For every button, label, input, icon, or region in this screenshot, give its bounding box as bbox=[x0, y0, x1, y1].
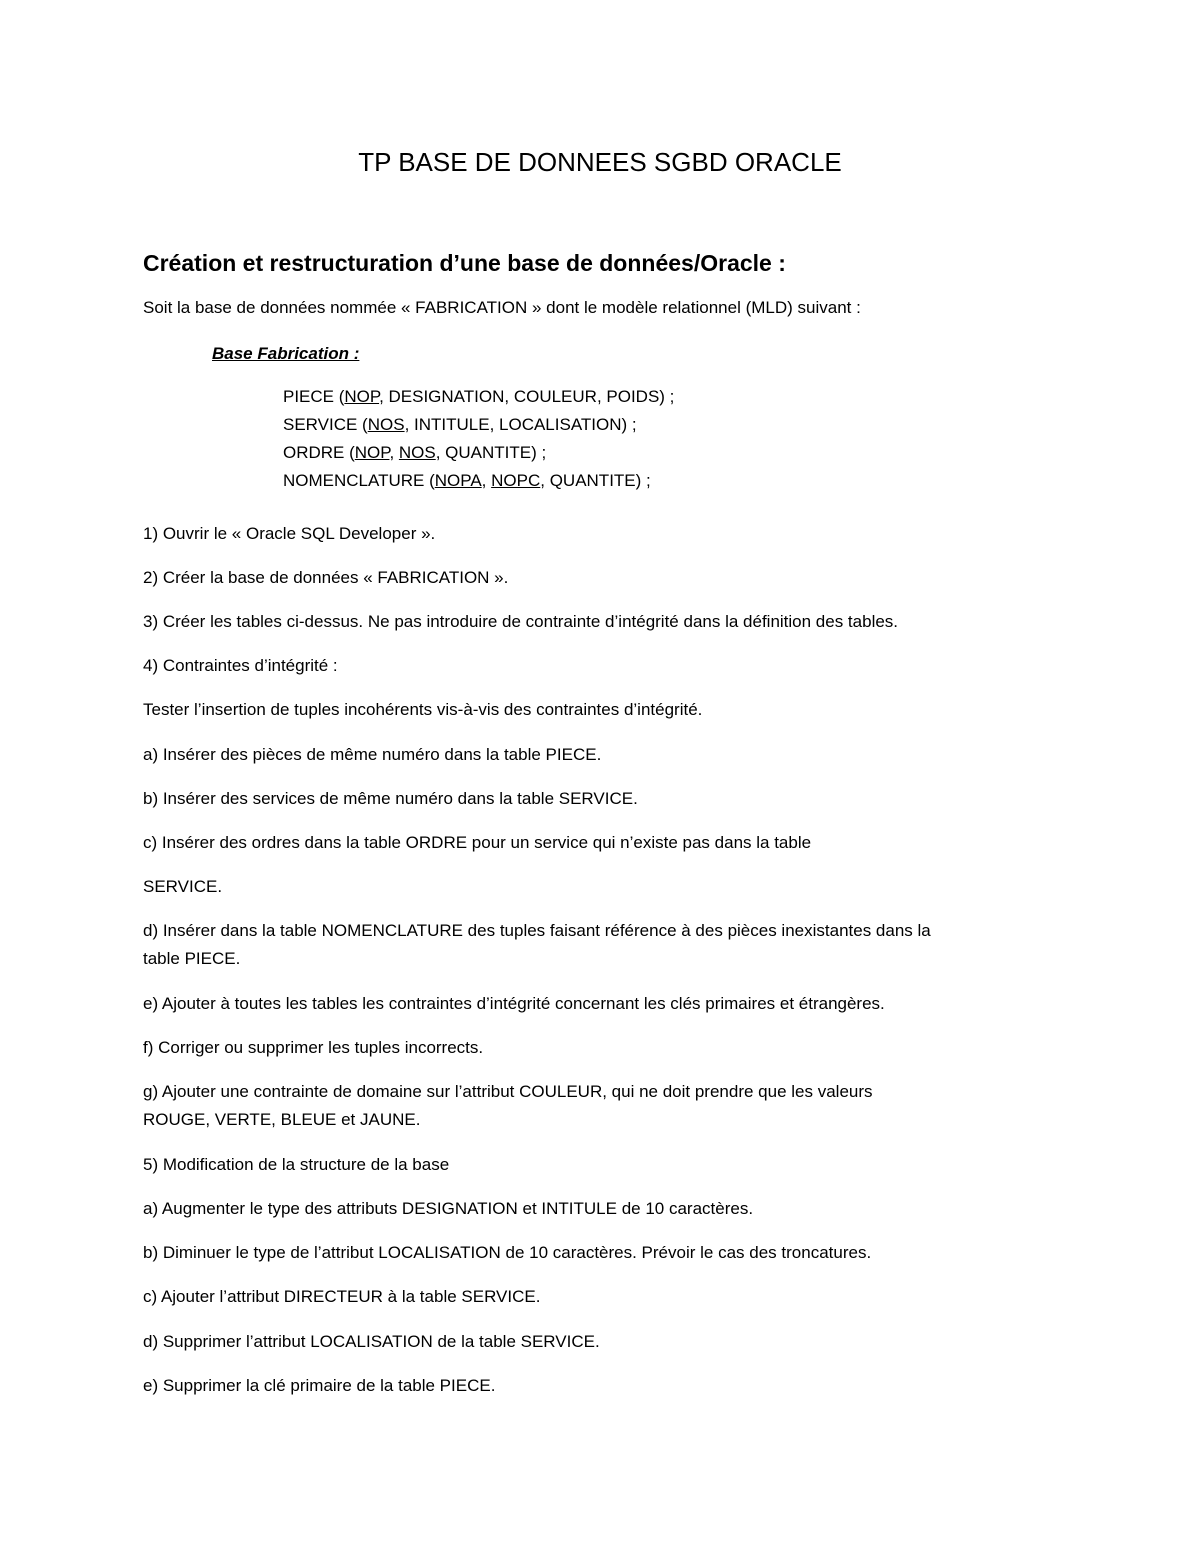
schema-attributes: , QUANTITE) ; bbox=[540, 471, 651, 490]
instruction-line: 4) Contraintes d’intégrité : bbox=[143, 656, 338, 675]
schema-line-ordre bbox=[283, 439, 546, 467]
intro-paragraph: Soit la base de données nommée « FABRICATION » dont le modèle relationnel (MLD) suivant : bbox=[143, 298, 861, 317]
instruction-line: ROUGE, VERTE, BLEUE et JAUNE. bbox=[143, 1110, 421, 1129]
primary-key: NOP bbox=[344, 387, 380, 406]
instruction-line: f) Corriger ou supprimer les tuples incorrects. bbox=[143, 1038, 484, 1057]
instruction-line: b) Diminuer le type de l’attribut LOCALISATION de 10 caractères. Prévoir le cas des troncatures. bbox=[143, 1243, 872, 1262]
instruction-line: table PIECE. bbox=[143, 949, 241, 968]
instruction-line: d) Insérer dans la table NOMENCLATURE des tuples faisant référence à des pièces inexistantes dans la bbox=[143, 921, 931, 940]
schema-line-nomenclature bbox=[283, 467, 651, 495]
instruction-line: 2) Créer la base de données « FABRICATION ». bbox=[143, 568, 509, 587]
base-label: Base Fabrication : bbox=[212, 344, 360, 363]
instruction-line: 1) Ouvrir le « Oracle SQL Developer ». bbox=[143, 524, 436, 543]
instruction-line: 5) Modification de la structure de la base bbox=[143, 1155, 450, 1174]
instruction-line: c) Ajouter l’attribut DIRECTEUR à la table SERVICE. bbox=[143, 1287, 541, 1306]
primary-key: NOPA bbox=[434, 471, 482, 490]
schema-separator: , bbox=[481, 471, 492, 490]
instruction-line: a) Insérer des pièces de même numéro dans la table PIECE. bbox=[143, 745, 602, 764]
page-title: TP BASE DE DONNEES SGBD ORACLE bbox=[358, 147, 842, 177]
schema-attributes: , DESIGNATION, COULEUR, POIDS) ; bbox=[379, 387, 675, 406]
schema-line-service bbox=[283, 411, 637, 439]
schema-table-name: NOMENCLATURE ( bbox=[283, 471, 435, 490]
primary-key: NOP bbox=[354, 443, 390, 462]
instruction-line: e) Supprimer la clé primaire de la table PIECE. bbox=[143, 1376, 496, 1395]
instruction-line: Tester l’insertion de tuples incohérents vis-à-vis des contraintes d’intégrité. bbox=[143, 700, 703, 719]
instruction-line: b) Insérer des services de même numéro dans la table SERVICE. bbox=[143, 789, 638, 808]
instruction-line: 3) Créer les tables ci-dessus. Ne pas introduire de contrainte d’intégrité dans la définition des tables. bbox=[143, 612, 899, 631]
instruction-line: e) Ajouter à toutes les tables les contraintes d’intégrité concernant les clés primaires et étrangères. bbox=[143, 994, 885, 1013]
section-heading: Création et restructuration d’une base de données/Oracle : bbox=[143, 250, 786, 276]
schema-attributes: , QUANTITE) ; bbox=[435, 443, 547, 462]
primary-key: NOS bbox=[398, 443, 436, 462]
instruction-line: c) Insérer des ordres dans la table ORDRE pour un service qui n’existe pas dans la table bbox=[143, 833, 812, 852]
instruction-line: a) Augmenter le type des attributs DESIGNATION et INTITULE de 10 caractères. bbox=[143, 1199, 754, 1218]
schema-table-name: PIECE ( bbox=[283, 387, 345, 406]
instruction-line: SERVICE. bbox=[143, 877, 223, 896]
schema-line-piece bbox=[283, 383, 674, 411]
schema-attributes: , INTITULE, LOCALISATION) ; bbox=[404, 415, 637, 434]
primary-key: NOPC bbox=[491, 471, 541, 490]
schema-table-name: ORDRE ( bbox=[283, 443, 355, 462]
instruction-line: d) Supprimer l’attribut LOCALISATION de la table SERVICE. bbox=[143, 1332, 600, 1351]
instruction-line: g) Ajouter une contrainte de domaine sur l’attribut COULEUR, qui ne doit prendre que les valeurs bbox=[143, 1082, 873, 1101]
primary-key: NOS bbox=[367, 415, 405, 434]
schema-separator: , bbox=[389, 443, 399, 462]
schema-table-name: SERVICE ( bbox=[283, 415, 368, 434]
